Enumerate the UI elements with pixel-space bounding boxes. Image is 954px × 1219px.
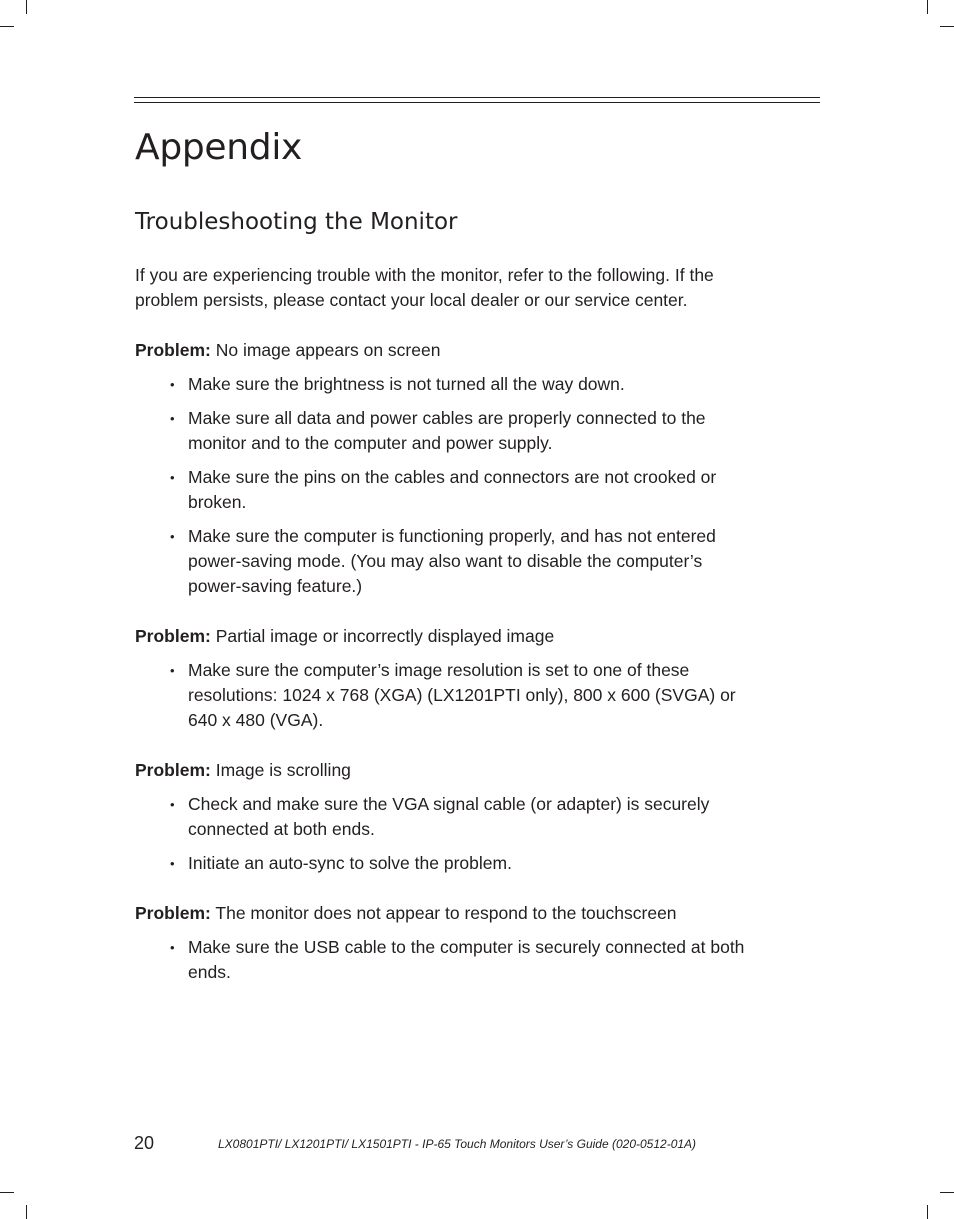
header-rule-bottom — [134, 102, 820, 103]
body-content — [135, 263, 760, 994]
problem-text: Partial image or incorrectly displayed image — [210, 626, 555, 646]
list-item: • Make sure the computer is functioning properly, and has not entered power-saving mode. (You may also want to disable the computer’s power-saving feature.) — [188, 524, 760, 599]
crop-mark — [927, 1205, 928, 1219]
problem-heading — [135, 338, 760, 363]
problem-text: The monitor does not appear to respond to the touchscreen — [210, 903, 677, 923]
problem-text: Image is scrolling — [210, 760, 351, 780]
intro-paragraph: If you are experiencing trouble with the monitor, refer to the following. If the problem persists, please contact your local dealer or our service center. — [135, 265, 714, 310]
problem-label: Problem: — [135, 340, 211, 360]
header-rule-top — [134, 97, 820, 98]
problem-text: No image appears on screen — [210, 340, 441, 360]
crop-mark — [940, 1192, 954, 1193]
problem-block — [135, 338, 760, 599]
list-item: • Make sure the USB cable to the computer is securely connected at both ends. — [188, 935, 760, 985]
solution-list — [135, 935, 760, 985]
problem-label: Problem: — [135, 626, 211, 646]
problem-label: Problem: — [135, 903, 211, 923]
crop-mark — [26, 0, 27, 14]
problem-heading — [135, 624, 760, 649]
crop-mark — [0, 26, 14, 27]
crop-mark — [940, 26, 954, 27]
problem-block — [135, 901, 760, 985]
solution-list — [135, 658, 760, 733]
problem-label: Problem: — [135, 760, 211, 780]
list-item: • Make sure all data and power cables are properly connected to the monitor and to the computer and power supply. — [188, 406, 760, 456]
solution-list — [135, 372, 760, 599]
section-title: Troubleshooting the Monitor — [135, 209, 458, 235]
problem-heading — [135, 758, 760, 783]
crop-mark — [927, 0, 928, 14]
solution-list — [135, 792, 760, 876]
footer-text: LX0801PTI/ LX1201PTI/ LX1501PTI - IP-65 Touch Monitors User’s Guide (020-0512-01A) — [218, 1137, 697, 1151]
list-item: • Initiate an auto-sync to solve the problem. — [188, 851, 760, 876]
problem-block — [135, 758, 760, 876]
list-item: • Make sure the brightness is not turned all the way down. — [188, 372, 760, 397]
list-item: • Make sure the computer’s image resolution is set to one of these resolutions: 1024 x 768 (XGA) (LX1201PTI only), 800 x 600 (SVGA) or 640 x 480 (VGA). — [188, 658, 760, 733]
list-item: • Make sure the pins on the cables and connectors are not crooked or broken. — [188, 465, 760, 515]
list-item: • Check and make sure the VGA signal cable (or adapter) is securely connected at both ends. — [188, 792, 760, 842]
page-title: Appendix — [135, 127, 303, 168]
crop-mark — [0, 1192, 14, 1193]
crop-mark — [26, 1205, 27, 1219]
problem-block — [135, 624, 760, 733]
page-number: 20 — [134, 1133, 155, 1153]
problem-heading — [135, 901, 760, 926]
